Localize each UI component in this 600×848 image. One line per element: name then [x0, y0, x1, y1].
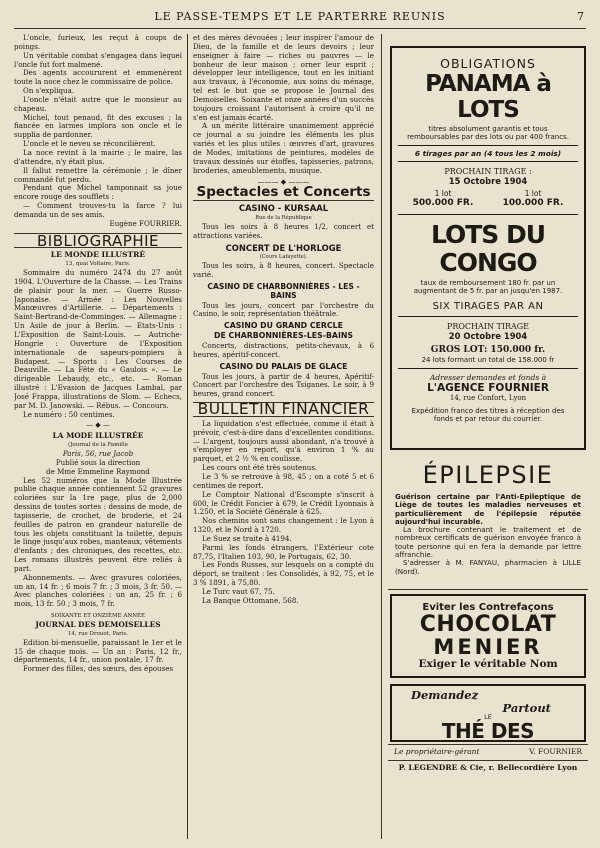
ad-epilepsie-text-3: S'adresser à M. FANYAU, pharmacien à LILLE (Nord). — [395, 558, 581, 576]
ad-obligations: OBLIGATIONS — [440, 56, 536, 71]
mode-illustree-text: Les 52 numéros que la Mode Illustrée publie chaque année contiennent 52 gravures coloriées sur la 1re page, plus de 2,000 dessins de toutes sortes : dessins de mode, de tapisserie, de crochet, de broderie, et 24 feuilles de patron en grandeur naturelle de tous les objets constituant la toilette, depuis le linge jusqu'aux robes, manteaux, vêtements d'enfants ; des chroniques, des recettes, etc. Les romans illustrés peuvent être reliés à part. — [14, 475, 182, 573]
column-2 — [193, 34, 374, 839]
page-header — [0, 8, 600, 28]
column-divider — [187, 34, 188, 839]
story-para: On s'expliqua. — [23, 86, 75, 96]
ad-epilepsie-text-2: La brochure contenant le traitement et de nombreux certificats de guérison envoyée franco à toute personne qui en fera la demande par lettre affranchie. — [395, 525, 581, 560]
mode-illustree-direction-2: de Mme Emmeline Raymond — [46, 466, 150, 476]
venue-text: Tous les jours, à partir de 4 heures, Apéritif-Concert par l'orchestre des Tsiganes. Le soir, à 9 heures, grand concert. — [193, 371, 374, 399]
mode-illustree-direction-1: Publié sous la direction — [55, 457, 141, 467]
venue-address: (Cours Lafayette). — [259, 254, 308, 261]
venue-text: Concerts, distractions, petits-chevaux, à 6 heures, apéritif-concert. — [193, 341, 374, 359]
ad-congo-adresser: Adresser demandes et fonds à — [429, 373, 547, 382]
ad-menier-line-1: Eviter les Contrefaçons — [422, 602, 554, 613]
ad-menier-chocolat: CHOCOLAT — [419, 612, 557, 637]
journal-title: LE PASSE-TEMPS ET LE PARTERRE REUNIS — [154, 10, 446, 23]
journal-year: SOIXANTE ET ONZIÈME ANNÉE — [50, 613, 146, 620]
ad-the-des-mandarins — [390, 684, 586, 742]
journal-demoiselles-text-2: Former des filles, des sœurs, des épouses — [23, 664, 174, 674]
ad-menier-name: MENIER — [433, 635, 543, 659]
ad-panama-title: PANAMA à LOTS — [425, 71, 551, 123]
printer-line: P. LEGENDRE & Cie, r. Bellecordière Lyon — [398, 763, 578, 772]
ad-rule — [388, 589, 588, 590]
venue-text: Tous les soirs à 8 heures 1/2, concert et attractions variées. — [193, 221, 374, 240]
story-para: — Comment trouves-tu la farce ? lui demanda un de ses amis. — [14, 201, 182, 219]
ad-lot-label: 1 lot — [524, 189, 542, 198]
finance-para: La Banque Ottomane, 568. — [202, 595, 299, 605]
mode-illustree-address: Paris, 56, rue Jacob — [62, 448, 134, 458]
finance-para: Parmi les fonds étrangers, l'Extérieur cote 87,75, l'Italien 103, 90, le Portugais, 62, 30. — [193, 542, 374, 561]
ad-panama-tirages: 6 tirages par an (4 tous les 2 mois) — [414, 149, 562, 158]
venue-text: Tous les jours, concert par l'orchestre du Casino, le soir, représentation théâtrale. — [193, 300, 374, 319]
gerant-name: V. FOURNIER — [529, 747, 582, 756]
ad-lot-value: 100.000 FR. — [502, 198, 564, 208]
ad-congo-lots: 24 lots formant un total de 158.000 fr — [421, 356, 555, 364]
venue-casino-kursaal: CASINO - KURSAAL — [238, 203, 329, 214]
finance-para: Le 3 % se retrouve à 98, 45 ; on a coté 5 et 6 centimes de report. — [193, 471, 374, 490]
story-para: Des agents accoururent et emmenèrent toute la noce chez le commissaire de police. — [14, 68, 182, 87]
ad-congo-gros-lot: GROS LOT: 150.000 fr. — [430, 345, 546, 355]
ad-panama-congo — [390, 46, 586, 450]
venue-palais-de-glace: CASINO DU PALAIS DE GLACE — [219, 361, 348, 371]
venue-grand-cercle: CASINO DU GRAND CERCLE — [224, 321, 343, 331]
story-para: L'oncle et le neveu se réconcilièrent. — [23, 139, 156, 149]
venue-address: Rue de la République — [255, 215, 312, 222]
story-signature: Eugène FOURRIER. — [109, 218, 182, 228]
ad-the-le: LE — [484, 713, 492, 721]
header-rule — [14, 28, 586, 29]
journal-demoiselles-continued: et des mères dévouées ; leur inspirer l'amour de Dieu, de la famille et de leurs devoirs ; leur enseigner à faire — riches ou pauvres — le bonheur de leur maison ; orner leur esprit ; développer leur intelligence, tout en les initiant aux travaux, à l'économie, aux soins du ménage, tel est le but que se propose le Journal des Demoiselles. Soixante et onze années d'un succès toujours croissant l'autorisent à croire qu'il ne s'en est jamais écarté. — [193, 34, 374, 122]
ornament-divider: — ◆ — — [86, 421, 110, 430]
journal-demoiselles-address: 14, rue Drouot, Paris. — [67, 630, 129, 637]
venue-text: Tous les soirs, à 8 heures, concert. Spectacle varié. — [193, 261, 374, 280]
journal-demoiselles-continued-2: A un mérite littéraire unanimement apprécié ce journal a su joindre les éléments les plus variés et les plus utiles : œuvres d'art, gravures de Modes, imitations de peintures, modèles de travaux dessinés sur étoffes, tapisseries, patrons, broderies, ameublements, musique. — [193, 121, 374, 175]
ad-agence-address: 14, rue Confort, Lyon — [449, 394, 527, 402]
bulletin-financier-heading: BULLETIN FINANCIER — [197, 400, 370, 419]
ad-lot-label: 1 lot — [434, 189, 452, 198]
ad-the-partout: Partout — [502, 701, 551, 715]
mode-illustree-subtitle: (Journal de la Famille — [68, 442, 128, 449]
ad-epilepsie-title: ÉPILEPSIE — [422, 461, 554, 489]
story-para: Il fallut remettre la cérémonie ; le dîner commandé fut perdu. — [14, 165, 182, 184]
ad-epilepsie-text-1: Guérison certaine par l'Anti-Epileptique de Liège de toutes les maladies nerveuses et particulièrement de l'épilepsie réputée aujourd'hui incurable. — [395, 492, 581, 526]
finance-para: Le Suez se traite à 4194. — [202, 533, 292, 543]
monde-illustre-address: 13, quai Voltaire, Paris. — [65, 261, 131, 268]
story-para: L'oncle, furieux, les reçut à coups de poings. — [14, 34, 182, 51]
ad-chocolat-menier — [390, 594, 586, 678]
ad-panama-date: 15 Octobre 1904 — [448, 176, 528, 186]
ad-expedition: Expédition franco des titres à réception des fonds et par retour du courrier. — [411, 407, 565, 423]
monde-illustre-title: LE MONDE ILLUSTRÉ — [50, 250, 146, 260]
column-1 — [14, 34, 182, 839]
monde-illustre-text: Sommaire du numéro 2474 du 27 août 1904. L'Ouverture de la Chasse. — Les Trains de plaisir pour la mer. — Guerre Russo-Japonaise. — Armée : Les Nouvelles Manœuvres d'Artillerie. — Départements : Saint-Bertrand-de-Comminges. — Allemagne : Un Asile de jour à Berlin. — Etats-Unis : L'Exposition de Saint-Louis. — Autriche-Hongrie : Ouverture de l'Exposition internationale de sapeurs-pompiers à Budapest. — Sports : Les Courses de Deauville. — La Fête du « Gaulois ». — Le dirigeable Lebaudy, etc., etc. — Roman illustré : L'Evasion de Jacques Lambal, par José Frappa, illustrations de Slom. — Echecs, par M. D. Janowski. — Rébus. — Concours. — [14, 268, 182, 410]
ad-menier-line-4: Exiger le véritable Nom — [418, 658, 558, 670]
ad-congo-title: LOTS DU CONGO — [430, 220, 546, 277]
ad-congo-next: PROCHAIN TIRAGE — [446, 322, 530, 331]
ad-lot-value: 500.000 FR. — [412, 198, 474, 208]
bibliography-heading: BIBLIOGRAPHIE — [36, 231, 160, 250]
venue-grand-cercle-2: DE CHARBONNIÈRES-LES-BAINS — [214, 331, 353, 341]
venue-casino-charbonnieres: CASINO DE CHARBONNIÈRES - LES - BAINS — [207, 281, 360, 300]
story-para: Pendant que Michel tamponnait sa joue encore rouge des soufflets : — [14, 183, 182, 202]
ad-congo-date: 20 Octobre 1904 — [448, 331, 528, 341]
page-number: 7 — [577, 10, 584, 23]
ad-agence-fournier: L'AGENCE FOURNIER — [427, 382, 549, 394]
story-para: La noce revint à la mairie ; le maire, las d'attendre, n'y était plus. — [14, 147, 182, 166]
ad-the-demandez: Demandez — [411, 688, 479, 702]
ad-epilepsie — [390, 456, 586, 588]
finance-para: Le Turc vaut 67, 75. — [202, 586, 275, 596]
column-divider — [381, 34, 382, 839]
finance-para: Les Fonds Russes, sur lesquels on a compté du déport, se traitent : les Consolidés, à 92, 75, et le 3 % 1891, à 75,80. — [193, 560, 374, 588]
mode-illustree-subscriptions: Abonnements. — Avec gravures coloriées, un an, 14 fr. ; 6 mois 7 fr. ; 3 mois, 3 fr. 50. — Avec planches coloriées : un an, 25 fr. ; 6 mois, 13 fr. 50 ; 3 mois, 7 fr. — [14, 572, 182, 609]
finance-para: Nos chemins sont sans changement : le Lyon à 1320, et le Nord à 1720. — [193, 516, 374, 535]
journal-demoiselles-title: JOURNAL DES DEMOISELLES — [35, 620, 161, 629]
monde-illustre-price: Le numéro : 50 centimes. — [23, 409, 115, 419]
spectacles-heading: Spectacles et Concerts — [196, 184, 371, 201]
ornament-divider: ——— ◆ ——— — [257, 177, 310, 186]
ad-panama-next: PROCHAIN TIRAGE : — [444, 167, 532, 176]
finance-para: La liquidation s'est effectuée, comme il était à prévoir, c'est-à-dire dans d'excellentes conditions. — L'argent, toujours aussi abondant, n'a trouvé à s'employer en report, qu'à environ 1 % au parquet, et 2 ½ % en coulisse. — [193, 418, 374, 464]
ad-the-title: THÉ DES — [441, 719, 535, 742]
ad-panama-text: titres absolument garantis et tous remboursables par des lots ou par 400 francs. — [407, 125, 569, 141]
mode-illustree-title: LA MODE ILLUSTRÉE — [52, 431, 144, 441]
proprietaire-gerant: Le propriétaire-gérant — [394, 747, 480, 756]
publisher-line — [394, 747, 582, 756]
finance-para: Le Comptoir National d'Escompte s'inscrit à 600, le Crédit Foncier à 679, le Crédit Lyonnais à 1.250, et la Société Générale à 625. — [193, 489, 374, 517]
ad-congo-tirages: SIX TIRAGES PAR AN — [432, 301, 544, 312]
ad-congo-text: taux de remboursement 180 fr. par un augmentant de 5 fr. par an jusqu'en 1987. — [413, 279, 563, 295]
story-para: Un véritable combat s'engagea dans lequel l'oncle fut fort malmené. — [14, 50, 182, 69]
story-para: L'oncle n'était autre que le monsieur au chapeau. — [14, 94, 182, 113]
finance-para: Les cours ont été très soutenus. — [202, 463, 318, 473]
journal-demoiselles-text: Edition bi-mensuelle, paraissant le 1er et le 15 de chaque mois. — Un an : Paris, 12 fr., départements, 14 fr., union postale, 17 fr. — [14, 637, 182, 665]
story-para: Michel, tout penaud, fit des excuses ; la fiancée en larmes implora son oncle et le supplia de pardonner. — [14, 112, 182, 140]
venue-concert-horloge: CONCERT DE L'HORLOGE — [225, 242, 342, 253]
